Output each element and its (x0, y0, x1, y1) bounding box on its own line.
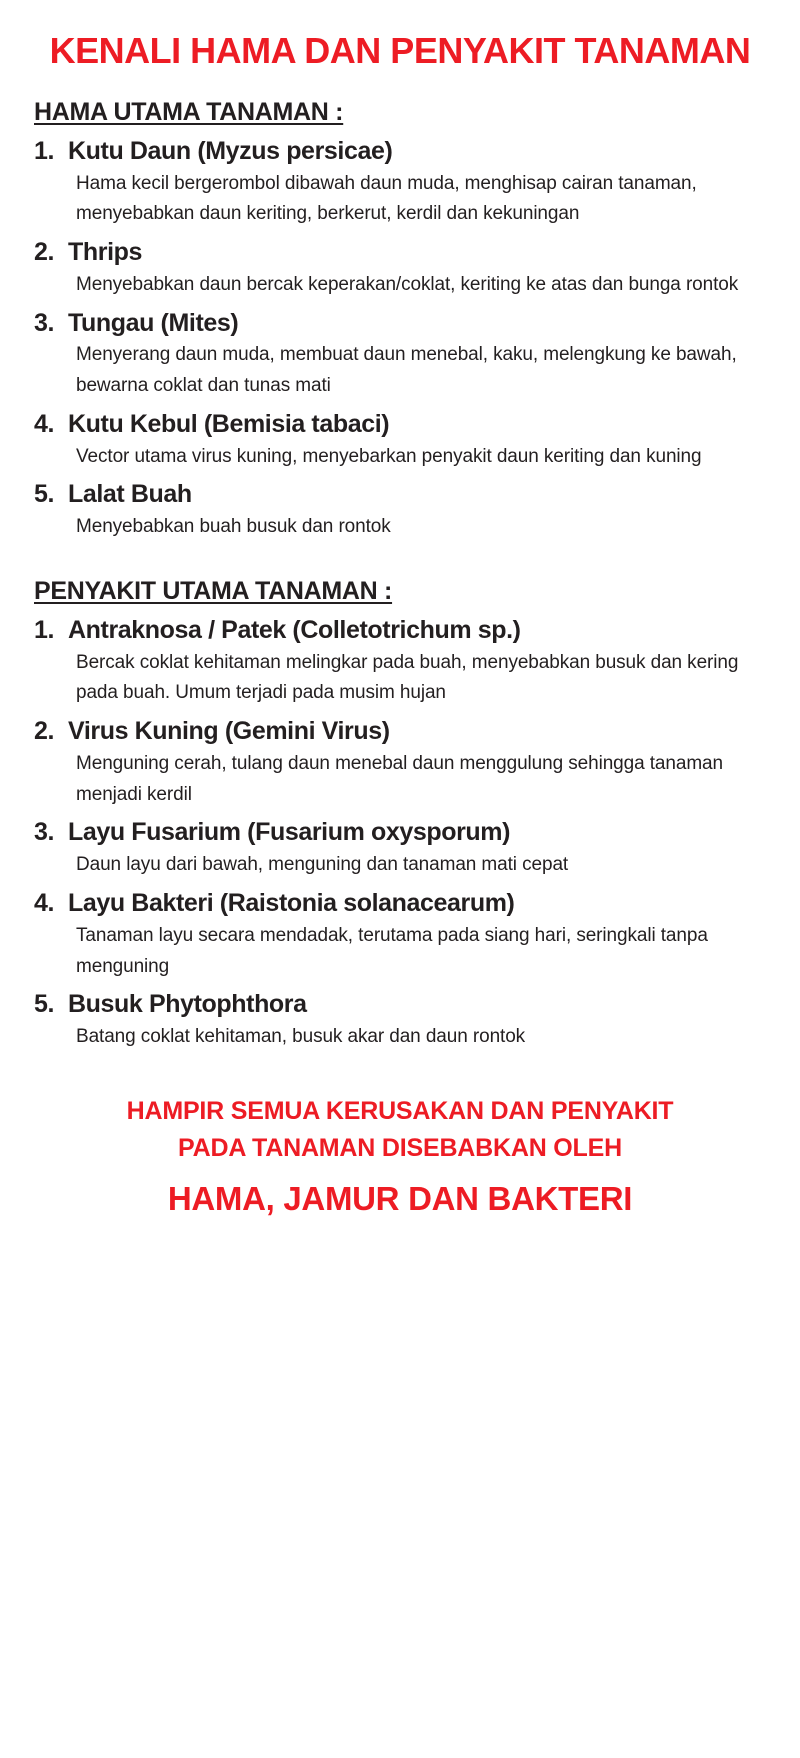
footer-callout (28, 1093, 772, 1224)
entry-description: Menyerang daun muda, membuat daun menebal, kaku, melengkung ke bawah, bewarna coklat dan tunas mati (76, 344, 737, 397)
entry-number: 5. (34, 480, 55, 509)
entry-title: Layu Bakteri (Raistonia solanacearum) (68, 888, 515, 917)
entry-description: Bercak coklat kehitaman melingkar pada buah, menyebabkan busuk dan kering pada buah. Umum terjadi pada musim hujan (76, 651, 739, 704)
list-item (28, 478, 772, 543)
entry-title: Thrips (68, 238, 142, 267)
entry-number: 5. (34, 990, 55, 1019)
entry-title: Busuk Phytophthora (68, 990, 307, 1019)
entry-description: Hama kecil bergerombol dibawah daun muda, menghisap cairan tanaman, menyebabkan daun keriting, berkerut, kerdil dan kekuningan (76, 172, 697, 225)
list-item (28, 236, 772, 301)
entry-title: Layu Fusarium (Fusarium oxysporum) (68, 818, 511, 847)
list-item (28, 988, 772, 1053)
section-heading-diseases: PENYAKIT UTAMA TANAMAN : (34, 576, 393, 605)
entry-heading (34, 887, 772, 921)
entry-description: Menyebabkan daun bercak keperakan/coklat, keriting ke atas dan bunga rontok (76, 273, 739, 295)
entry-title: Lalat Buah (68, 480, 192, 509)
entry-heading (34, 816, 772, 850)
entry-number: 1. (34, 615, 55, 644)
entry-title: Virus Kuning (Gemini Virus) (68, 717, 390, 746)
page-title: KENALI HAMA DAN PENYAKIT TANAMAN (49, 30, 751, 71)
entry-title: Kutu Kebul (Bemisia tabaci) (68, 409, 390, 438)
section-heading-pests: HAMA UTAMA TANAMAN : (34, 97, 344, 126)
entry-heading (34, 614, 772, 648)
entry-number: 1. (34, 136, 55, 165)
entry-heading (34, 715, 772, 749)
entry-number: 3. (34, 818, 55, 847)
list-item (28, 715, 772, 810)
entry-heading (34, 307, 772, 341)
entry-number: 2. (34, 717, 55, 746)
entry-description: Menguning cerah, tulang daun menebal daun menggulung sehingga tanaman menjadi kerdil (76, 752, 723, 805)
entry-description: Tanaman layu secara mendadak, terutama pada siang hari, seringkali tanpa menguning (76, 924, 708, 977)
entry-description: Daun layu dari bawah, menguning dan tanaman mati cepat (76, 854, 569, 876)
list-item (28, 408, 772, 473)
entry-title: Kutu Daun (Myzus persicae) (68, 136, 393, 165)
entry-description: Vector utama virus kuning, menyebarkan penyakit daun keriting dan kuning (76, 445, 702, 467)
list-item (28, 816, 772, 881)
list-item (28, 135, 772, 230)
entry-heading (34, 135, 772, 169)
entry-number: 3. (34, 308, 55, 337)
entry-heading (34, 478, 772, 512)
footer-line-2: PADA TANAMAN DISEBABKAN OLEH (178, 1134, 622, 1163)
entry-heading (34, 236, 772, 270)
list-item (28, 307, 772, 402)
entry-number: 4. (34, 409, 55, 438)
entry-title: Antraknosa / Patek (Colletotrichum sp.) (68, 615, 521, 644)
entry-number: 2. (34, 238, 55, 267)
list-item (28, 887, 772, 982)
entry-heading (34, 988, 772, 1022)
entry-title: Tungau (Mites) (68, 308, 239, 337)
list-item (28, 614, 772, 709)
entry-number: 4. (34, 888, 55, 917)
entry-description: Batang coklat kehitaman, busuk akar dan daun rontok (76, 1026, 526, 1048)
entry-heading (34, 408, 772, 442)
footer-line-3: HAMA, JAMUR DAN BAKTERI (167, 1179, 633, 1217)
footer-line-1: HAMPIR SEMUA KERUSAKAN DAN PENYAKIT (126, 1096, 674, 1125)
entry-description: Menyebabkan buah busuk dan rontok (76, 516, 391, 538)
